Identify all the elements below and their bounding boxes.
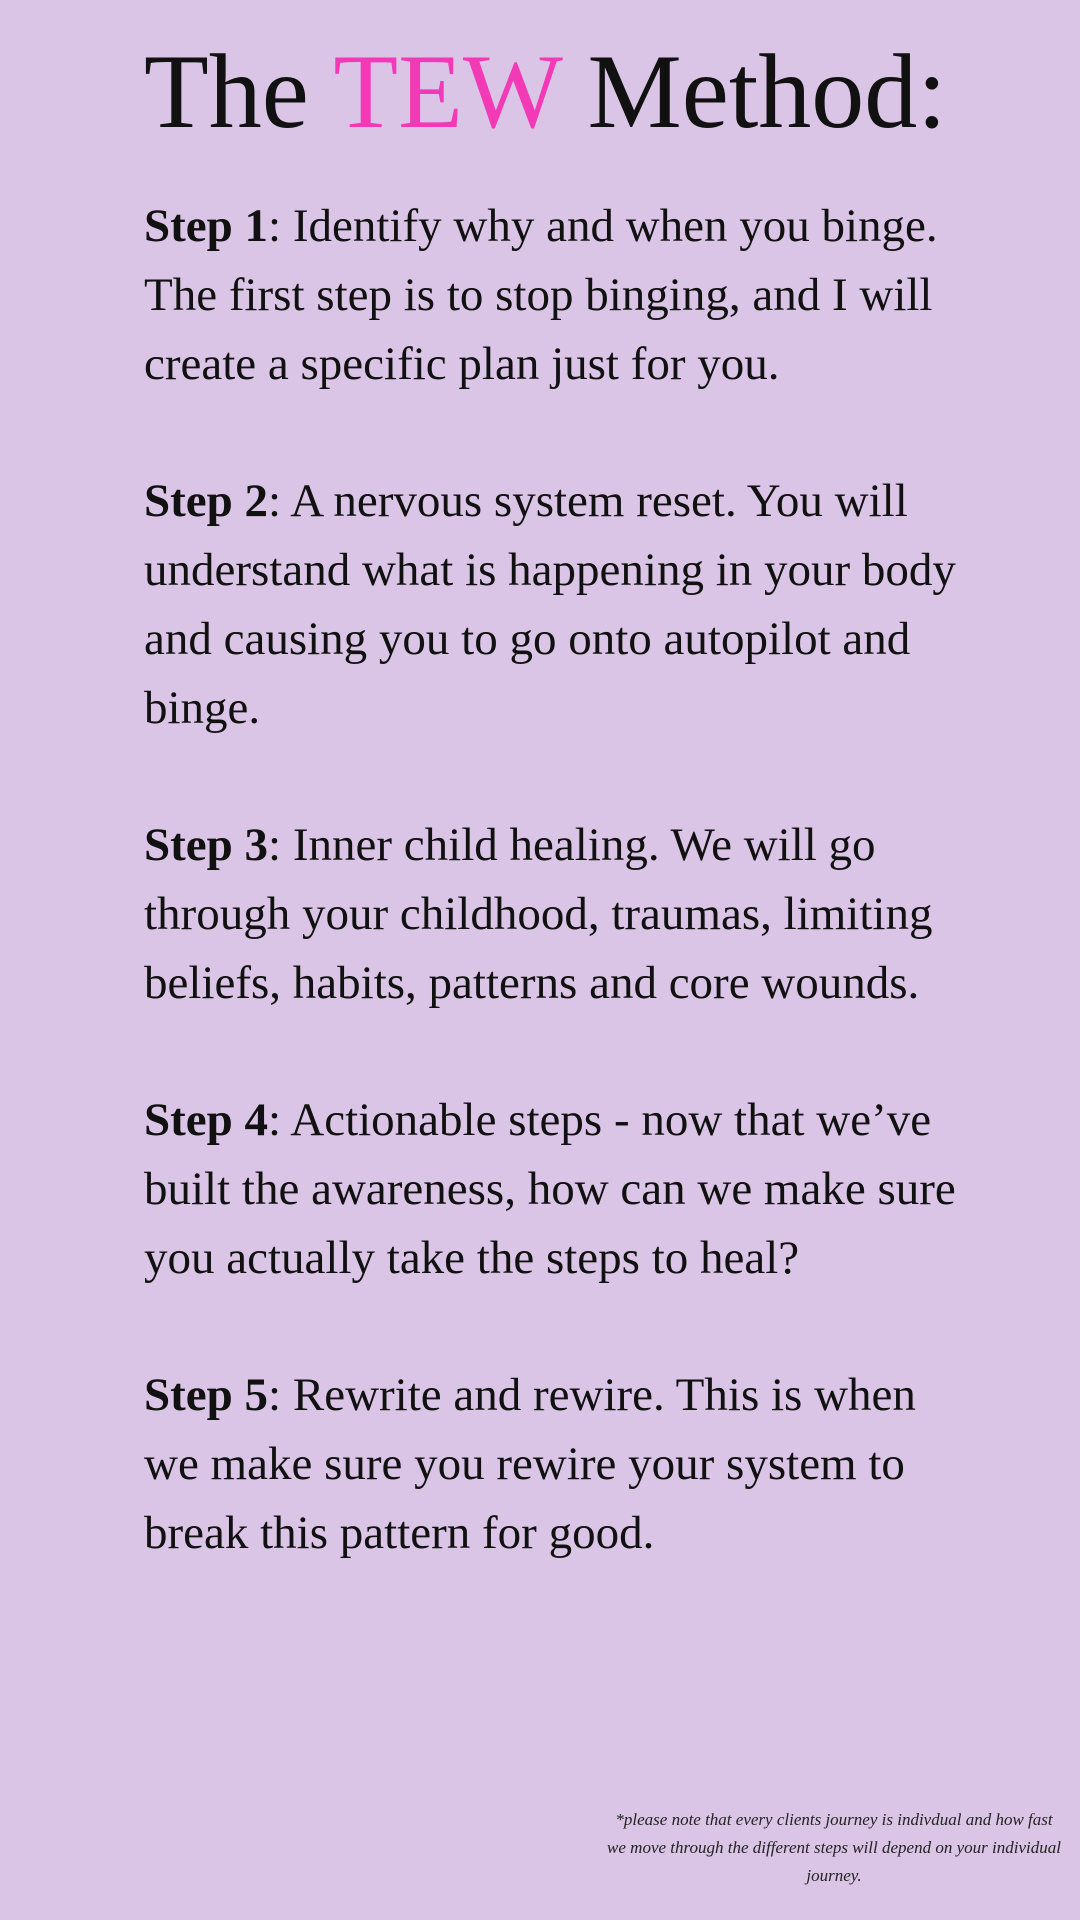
step-1-text: : Identify why and when you binge. The first step is to stop binging, and I will create a specific plan just for you.	[144, 200, 938, 390]
step-2-text: : A nervous system reset. You will understand what is happening in your body and causing you to go onto autopilot and binge.	[144, 475, 956, 734]
title-accent: TEW	[333, 33, 562, 150]
step-1	[144, 192, 974, 399]
step-5-label: Step 5	[144, 1369, 269, 1421]
footnote: *please note that every clients journey is indivdual and how fast we move through the different steps will depend on your individual journey.	[607, 1810, 1061, 1885]
step-4-label: Step 4	[144, 1094, 269, 1146]
title-suffix: Method:	[561, 33, 947, 150]
title-prefix: The	[144, 33, 334, 150]
step-4-text: : Actionable steps - now that we’ve built the awareness, how can we make sure you actually take the steps to heal?	[144, 1094, 956, 1284]
step-5	[144, 1361, 974, 1568]
step-3	[144, 811, 974, 1018]
step-1-label: Step 1	[144, 200, 269, 252]
step-5-text: : Rewrite and rewire. This is when we make sure you rewire your system to break this pattern for good.	[144, 1369, 916, 1559]
step-3-label: Step 3	[144, 819, 269, 871]
step-2-label: Step 2	[144, 475, 269, 527]
page-title	[144, 34, 947, 151]
step-3-text: : Inner child healing. We will go through your childhood, traumas, limiting beliefs, habits, patterns and core wounds.	[144, 819, 933, 1009]
steps-list	[144, 192, 974, 1636]
step-4	[144, 1086, 974, 1293]
step-2	[144, 467, 974, 743]
